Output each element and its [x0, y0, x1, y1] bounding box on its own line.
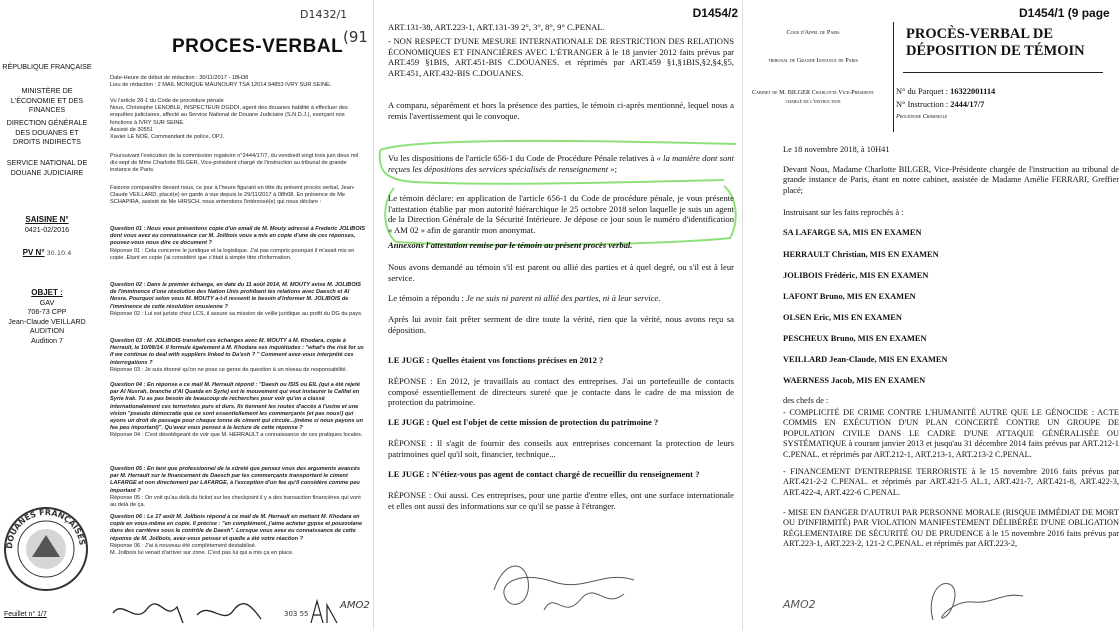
- objet-line: GAV: [39, 297, 55, 307]
- date-line: Le 18 novembre 2018, à 10H41: [783, 145, 890, 154]
- objet-line: Jean-Claude VEILLARD: [8, 316, 86, 326]
- customs-seal: [2, 505, 90, 593]
- qa-item: [110, 466, 368, 509]
- ministry-label: MINISTÈRE DE L'ÉCONOMIE ET DES FINANCES: [10, 86, 84, 114]
- charge-paragraph: - MISE EN DANGER D'AUTRUI PAR PERSONNE MORALE (RISQUE IMMÉDIAT DE MORT OU D'INFIRMITÉ) PAR VIOLATION MANIFESTEMENT DÉLIBÉRÉE D'UNE OBLIGATION RÉGLEMENTAIRE DE SÉCURITÉ OU DE PRUDENCE à le 15 novembre 2016 faits prévus par ART.223-1, ART.223-2, 121-2 C.PENAL. et réprimés par ART.223-2,: [783, 508, 1119, 549]
- saisine-block: [2, 215, 92, 234]
- objet-block: [2, 288, 92, 345]
- intro-block: Vu l'article 28-1 du Code de procédure pénale Nous, Christophe LENOBLE, INSPECTEUR DGDDI, agent des douanes habilité à effectuer des enquêtes judiciaires, affecté au Service National de Douane Judiciaire (S.N.D.J.), exerçant nos fonctions à IVRY SUR SEINE. Assisté de 30551 Xavier LE NOË, Commandant de police, OPJ.: [110, 98, 348, 141]
- accused-item: JOLIBOIS Frédéric, MIS EN EXAMEN: [783, 271, 929, 280]
- instruisant-line: Instruisant sur les faits reprochés à :: [783, 208, 904, 217]
- signature-scribbles: [105, 595, 365, 630]
- procedure-type: Procédure Criminelle: [896, 113, 948, 120]
- charge-paragraph: - FINANCEMENT D'ENTREPRISE TERRORISTE à le 15 novembre 2016 faits prévus par ART.421-2-2 C.PENAL. et réprimés par ART.421-5 AL.1, ART.421-7, ART.421-8, ART.422-3, ART.422-4, ART.422-6 C.PENAL.: [783, 467, 1119, 497]
- faisons-block: Faisons comparaître devant nous, ce jour à l'heure figurant en tête du présent procès verbal, Jean-Claude VEILLARD, placé(e) en garde à vue depuis le 29/11/2017 à 08h08. En présence de Me SCHAPIRA, assisté de Me HIRSCH, nous entendons l'intéressé(e) qui nous déclare :: [110, 185, 355, 206]
- accused-item: OLSEN Eric, MIS EN EXAMEN: [783, 313, 902, 322]
- question: Question 04 : En réponse a ce mail M. Herrault répond : "Daesh ou ISIS ou EIL (qui a été rejeté par Al Nusrah, branche d'Al Quaida en Syrie) est le mouvement qui veut instaurer le Califat en Syrie Irak. Tu as pas besoin de beaucoup de recherches pour voir qu'on a classé internationalement ces terroristes purs et durs. Ils tiennent les routes d'accès à l'usine et une vision "pseudo démocratie que ce sont essentiellement les commerçants (et pas nous!) qui ayons un droit de passage pour chaque tonne de ciment qui circule...(même si nous payons un fee peu important)". Qu'avez vous pensez à la lecture de cette réponse ?: [110, 382, 364, 432]
- answer: Réponse 02 : Lui est juriste chez LCS, il assure sa mission de veille juridique au profit du DG du pays.: [110, 310, 363, 317]
- qa-item: [110, 382, 368, 440]
- judge-signature: [913, 570, 1033, 630]
- answer: Réponse 03 : Je suis étonné qu'on ne pose ce genre de question à un niveau de responsabilité.: [110, 366, 348, 373]
- title-line: DÉPOSITION DE TÉMOIN: [906, 43, 1085, 59]
- court-tribunal: tribunal de Grande Instance de Paris: [768, 57, 858, 64]
- witness-answer: RÉPONSE : En 2012, je travaillais au contact des entreprises. J'ai un portefeuille de contacts composé essentiellement de directeurs sureté que je contacte dans le cadre de ma mission de protection du patrimoine.: [388, 376, 734, 408]
- objet-line: Audition 7: [31, 335, 63, 345]
- repondu-quote: Je ne suis ni parent ni allié des parties, ni à leur service.: [466, 293, 661, 303]
- direction-label: DIRECTION GÉNÉRALE DES DOUANES ET DROITS INDIRECTS: [6, 118, 88, 146]
- pv-label: PV N°: [22, 248, 45, 257]
- witness-answer: RÉPONSE : Oui aussi. Ces entreprises, pour une partie d'entre elles, ont une surface internationale et elles ont aussi des informations sur ce qu'il se passe à l'étranger.: [388, 490, 734, 511]
- feuillet-number: Feuillet n° 1/7: [4, 611, 47, 618]
- document-page-3: [742, 0, 1120, 630]
- paragraph-vu: [388, 153, 734, 174]
- republique-label: RÉPUBLIQUE FRANÇAISE: [2, 62, 92, 71]
- question: Question 06 : Le 17 août M. Jolibois répond à ce mail de M. Herrault en mettant M. Khodara en copie en vous-même en copie. Il précise : "en complément, j'aime acheter gypse et pouzzolane dans des carrières sous le contrôle de Daesh". Lorsque vous avez eu connaissance de cette réponse de M. Jolibois, avez-vous pensez et quelle a été votre réaction ?: [110, 514, 363, 542]
- paragraph-compare: A comparu, séparément et hors la présence des parties, le témoin ci-après mentionné, lequel nous a remis l'avertissement qui le convoque.: [388, 100, 734, 121]
- paragraph-annexons: Annexons l'attestation remise par le témoin au présent procès verbal.: [388, 240, 633, 250]
- exec-block: Poursuivant l'exécution de la commission rogatoire n°2444/17/7, du vendredi vingt trois juin deux mil dix-sept de Mme Charlotte BILGER, Vice-président chargé de l'instruction au tribunal de grande instance de Paris.: [110, 153, 359, 174]
- handwritten-footer: AMO2: [340, 600, 370, 611]
- header-divider: [893, 22, 894, 132]
- answer: Réponse 05 : On voit qu'au delà du ticket sur les checkpoint il y a des transaction financières qui vont au delà de ça.: [110, 494, 361, 509]
- handwritten-cote: D1432/1: [300, 8, 348, 21]
- handwritten-page-number: (91: [343, 28, 368, 46]
- title-line: PROCÈS-VERBAL DE: [906, 26, 1054, 42]
- accused-item: LAFONT Bruno, MIS EN EXAMEN: [783, 292, 916, 301]
- document-page-2: [373, 0, 742, 630]
- question: Question 03 : M. JOLIBOIS transfert ces échanges avec M. MOUTY à M. Khodara, copie à Herrault, le 10/08/14. Il formule également à M. Khodara ses inquiétudes : "what's the risk for us if we continue to deal with suppliers linked to Da'esh ? " Comment avez-vous interprété ces interrogations ?: [110, 338, 364, 366]
- question: Question 05 : En tant que professionnel de la sûreté que pensez vous des arguments avancés par M. Herrault sur le financement de Daesch par les commerçants transportant le ciment LAFARGE et non directement par LAFARGE, à l'exception d'un fee qu'il considère comme peu important ?: [110, 466, 360, 494]
- document-page-1: [0, 0, 372, 630]
- seal-text: DOUANES FRANÇAISES: [4, 507, 87, 550]
- answer: Réponse 04 : C'est désobligeant de voir que M. HERRAULT a connaissance de ces pratiques locales.: [110, 432, 363, 439]
- page-title: PROCES-VERBAL: [172, 36, 344, 57]
- question: Question 01 : Nous vous présentons copie d'un email de M. Mouty adressé à Frederic JOLIBOIS dont vous avez eu connaissance car M. Jolibois vous a mis en copie d'une de ces réponses, pouvez-vous nous dire ce document ?: [110, 226, 365, 247]
- accused-item: SA LAFARGE SA, MIS EN EXAMEN: [783, 228, 922, 237]
- paragraph-refs: ART.131-38, ART.223-1, ART.131-39 2°, 3°, 8°, 9° C.PENAL.: [388, 22, 605, 32]
- answer: Réponse 01 : Cela concerne le juridique et la logistique. J'ai pas compris pourquoi il m'avait mis en copie. Etant en copie j'ai considéré que c'était à simple titre d'information.: [110, 247, 355, 261]
- saisine-label: SAISINE N°: [25, 215, 69, 224]
- service-label: SERVICE NATIONAL DE DOUANE JUDICIAIRE: [6, 158, 88, 177]
- devant-paragraph: Devant Nous, Madame Charlotte BILGER, Vice-Présidente chargée de l'instruction au tribunal de grande instance de Paris, étant en notre cabinet, assistée de Madame Amélie FERRARI, Greffier placé;: [783, 165, 1119, 195]
- handwritten-footer: AMO2: [783, 598, 816, 611]
- objet-label: OBJET :: [31, 288, 63, 297]
- pv-value: 30.10.4: [46, 249, 72, 257]
- accused-item: VEILLARD Jean-Claude, MIS EN EXAMEN: [783, 355, 948, 364]
- objet-line: AUDITION: [29, 326, 65, 335]
- instruction-number: [896, 99, 984, 110]
- witness-answer: RÉPONSE : Il s'agit de fournir des conseils aux entreprises concernant la protection de leurs patrimoines quel qu'il soit, financier, technique...: [388, 438, 734, 459]
- judge-question: LE JUGE : N'étiez-vous pas agent de contact chargé de recueillir du renseignement ?: [388, 469, 700, 479]
- qa-item: [110, 282, 368, 318]
- qa-item: [110, 226, 368, 262]
- judge-question: LE JUGE : Quel est l'objet de cette mission de protection du patrimoine ?: [388, 417, 659, 427]
- header-block: Date-Heure de début de rédaction : 30/11/2017 - 18H38 Lieu de rédaction : 2 MAIL MONIQUE MAUNOURY TSA 12014 94853 IVRY SUR SEINE.: [110, 75, 332, 89]
- des-chefs-label: des chefs de :: [783, 396, 829, 405]
- accused-item: HERRAULT Christian, MIS EN EXAMEN: [783, 250, 939, 259]
- parquet-label: N° du Parquet :: [896, 87, 948, 96]
- paragraph-repondu: [388, 293, 734, 304]
- accused-item: PESCHEUX Bruno, MIS EN EXAMEN: [783, 334, 927, 343]
- court-appel: Cour d'Appel de Paris: [786, 29, 840, 36]
- pv-block: [2, 248, 92, 259]
- question: Question 02 : Dans le premier échange, en date du 11 août 2014, M. MOUTY avise M. JOLIBOIS de l'imminence d'une résolution des Nation Unis prohibant les relations avec Daesch et Al Nosra. Pourquoi selon vous M. MOUTY a-t-il ressenti le besoin d'informer M. JOLIBOIS de l'imminence de cette résolution onusienne ?: [110, 282, 361, 310]
- instruction-label: N° Instruction :: [896, 100, 949, 109]
- witness-signatures: [484, 550, 664, 625]
- vu-quote: « la manière dont sont reçues les dépositions des services spécialisés de renseignement »: [388, 153, 734, 174]
- accused-item: WAERNESS Jacob, MIS EN EXAMEN: [783, 376, 926, 385]
- page-code: D1454/2: [692, 6, 738, 20]
- answer: Réponse 06 : J'ai à nouveau été complètement destabilisé. M. Jolibois lui venait d'arriver sur zone. C'est pas lui qui a mis ça en place.: [110, 542, 294, 557]
- court-cabinet: Cabinet de M. BILGER Charlotte Vice-Président chargé de l'instruction: [751, 89, 875, 105]
- paragraph-non-respect: - NON RESPECT D'UNE MESURE INTERNATIONALE DE RESTRICTION DES RELATIONS ÉCONOMIQUES ET FINANCIÈRES AVEC L'ÉTRANGER à le 18 janvier 2012 faits prévus par ART.459 §1BIS, ART.451-BIS C.DOUANES. et réprimés par ART.459 §1,§1BIS,§2,§4,§5, ART.451, ART.432-BIS C.DOUANES.: [388, 36, 734, 78]
- document-title: [906, 26, 1085, 60]
- judge-question: LE JUGE : Quelles étaient vos fonctions précises en 2012 ?: [388, 355, 604, 365]
- qa-item: [110, 338, 368, 374]
- signature-initials: 303 55: [284, 610, 309, 618]
- objet-line: 706-73 CPP: [27, 307, 67, 316]
- saisine-value: 0421-02/2016: [24, 224, 70, 234]
- charge-paragraph: - COMPLICITÉ DE CRIME CONTRE L'HUMANITÉ AUTRE QUE LE GÉNOCIDE : ACTE COMMIS EN EXÉCUTION D'UN PLAN CONCERTÉ CONTRE UN GROUPE DE POPULATION CIVILE DANS LE CADRE D'UNE ATTAQUE GÉNÉRALISÉE OU SYSTÉMATIQUE à courant janvier 2013 et jusqu'au 31 décembre 2014 faits prévus par ART.212-1 C.PENAL. et réprimés par ART.212-1, ART.213-1, ART.213-2 C.PENAL.: [783, 408, 1119, 459]
- paragraph-declare: Le témoin déclare: en application de l'article 656-1 du Code de procédure pénale, je vous présente l'attestation établie par mon autorité hiérarchique le 25 octobre 2018 selon laquelle je suis un agent de la Direction Générale de la Sécurité Intérieure. Je dépose ce jour sous le numéro d'identification « AM 02 » afin de garantir mon anonymat.: [388, 193, 734, 235]
- title-underline: [903, 72, 1103, 73]
- parquet-value: 16322001114: [950, 87, 996, 96]
- qa-item: [110, 514, 368, 557]
- repondu-prefix: Le témoin a répondu :: [388, 293, 467, 303]
- vu-prefix: Vu les dispositions de l'article 656-1 du Code de Procédure Pénale relatives à: [388, 153, 657, 163]
- paragraph-demande: Nous avons demandé au témoin s'il est parent ou allié des parties et à quel degré, ou s'il est à leur service.: [388, 262, 734, 283]
- parquet-number: [896, 86, 995, 97]
- paragraph-serment: Après lui avoir fait prêter serment de dire toute la vérité, rien que la vérité, nous avons reçu sa déposition.: [388, 314, 734, 335]
- page-code: D1454/1 (9 page: [1019, 6, 1110, 20]
- vu-suffix: ;: [614, 163, 617, 174]
- instruction-value: 2444/17/7: [950, 100, 985, 109]
